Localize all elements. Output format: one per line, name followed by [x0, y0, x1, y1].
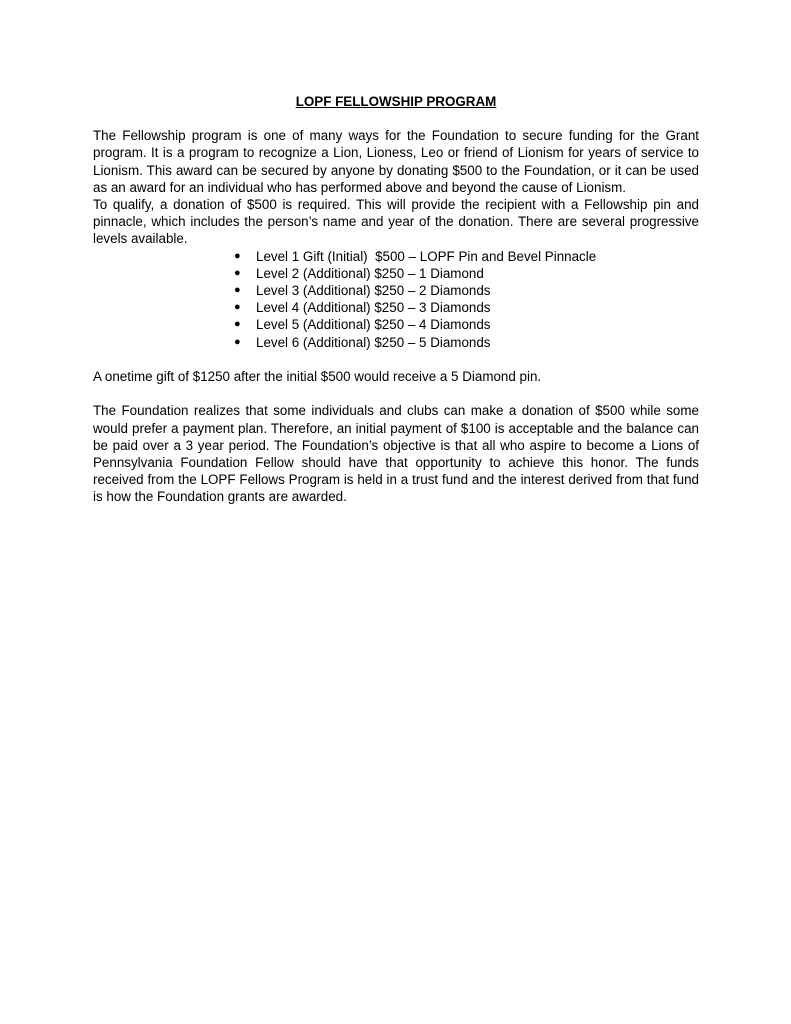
- payment-plan-paragraph: The Foundation realizes that some individuals and clubs can make a donation of $500 while some would prefer a payment plan. Therefore, an initial payment of $100 is acceptable and the balance can be paid over a 3 year period. The Foundation’s objective is that all who aspire to become a Lions of Pennsylvania Foundation Fellow should have that opportunity to achieve this honor. The funds received from the LOPF Fellows Program is held in a trust fund and the interest derived from that fund is how the Foundation grants are awarded.: [93, 403, 699, 505]
- intro-paragraph: The Fellowship program is one of many ways for the Foundation to secure funding for the Grant program. It is a program to recognize a Lion, Lioness, Leo or friend of Lionism for years of service to Lionism. This award can be secured by anyone by donating $500 to the Foundation, or it can be used as an award for an individual who has performed above and beyond the cause of Lionism.: [93, 128, 699, 195]
- list-item: [235, 299, 699, 316]
- list-item: [235, 265, 699, 282]
- bullet-icon: ●: [234, 266, 241, 279]
- level-text: Level 1 Gift (Initial) $500 – LOPF Pin and Bevel Pinnacle: [256, 248, 597, 264]
- list-item: [235, 282, 699, 299]
- level-text: Level 2 (Additional) $250 – 1 Diamond: [256, 265, 484, 281]
- qualify-paragraph: To qualify, a donation of $500 is required. This will provide the recipient with a Fellowship pin and pinnacle, which includes the person’s name and year of the donation. There are several progressive levels available.: [93, 197, 699, 247]
- list-item: [235, 334, 699, 351]
- document-body: [93, 93, 699, 506]
- onetime-gift-paragraph: A onetime gift of $1250 after the initial $500 would receive a 5 Diamond pin.: [93, 369, 542, 385]
- list-item: [235, 248, 699, 265]
- level-text: Level 4 (Additional) $250 – 3 Diamonds: [256, 300, 491, 316]
- bullet-icon: ●: [234, 318, 241, 331]
- list-item: [235, 316, 699, 333]
- bullet-icon: ●: [234, 249, 241, 262]
- level-text: Level 5 (Additional) $250 – 4 Diamonds: [256, 317, 491, 333]
- blank-line: [93, 385, 699, 402]
- bullet-icon: ●: [234, 335, 241, 348]
- level-text: Level 3 (Additional) $250 – 2 Diamonds: [256, 283, 491, 299]
- blank-line: [93, 351, 699, 368]
- bullet-icon: ●: [234, 284, 241, 297]
- level-text: Level 6 (Additional) $250 – 5 Diamonds: [256, 334, 491, 350]
- document-title: LOPF FELLOWSHIP PROGRAM: [295, 94, 497, 109]
- levels-list: [93, 248, 699, 351]
- bullet-icon: ●: [234, 301, 241, 314]
